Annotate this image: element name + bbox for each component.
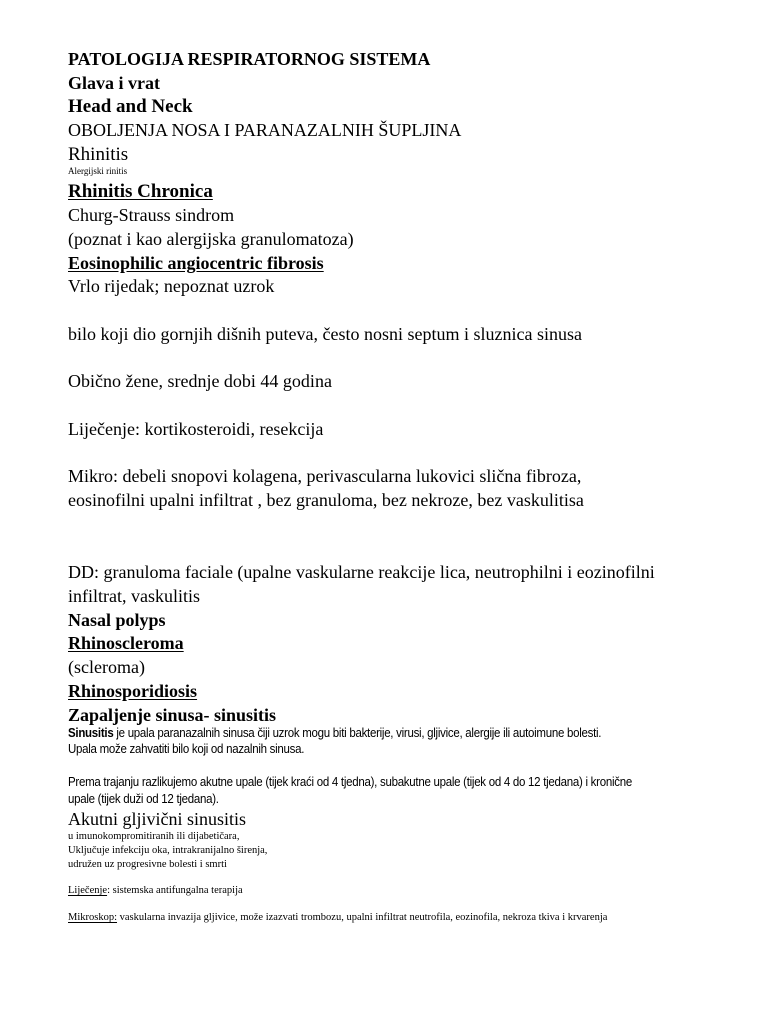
eaf-location-line: bilo koji dio gornjih dišnih puteva, često nosni septum i sluznica sinusa (68, 324, 582, 344)
section-nose-sinuses: OBOLJENJA NOSA I PARANAZALNIH ŠUPLJINA (68, 120, 462, 140)
microscope-text: vaskularna invazija gljivice, može izazvati trombozu, upalni infiltrat neutrofila, eozinofila, nekroza tkiva i krvarenja (117, 912, 608, 923)
duration-line-2: upale (tijek duži od 12 tjedana). (68, 792, 219, 806)
rhinosporidiosis-heading: Rhinosporidiosis (68, 681, 198, 701)
rhinitis-chronica-heading: Rhinitis Chronica (68, 181, 213, 202)
sinusitis-heading: Zapaljenje sinusa- sinusitis (68, 705, 277, 725)
churg-strauss-aka: (poznat i kao alergijska granulomatoza) (68, 229, 354, 249)
treatment-line (68, 886, 243, 897)
sinusitis-definition-line-1 (68, 727, 601, 740)
scleroma-line: (scleroma) (68, 657, 145, 677)
sinusitis-definition-text: je upala paranazalnih sinusa čiji uzrok mogu biti bakterije, virusi, gljivice, alergije ili autoimune bolesti. (113, 726, 602, 740)
sinusitis-term: Sinusitis (68, 726, 114, 740)
acute-fungal-line-2: Uključuje infekciju oka, intrakranijalno širenja, (68, 845, 268, 856)
dd-line-1: DD: granuloma faciale (upalne vaskularne reakcije lica, neutrophilni i eozinofilni (68, 562, 655, 582)
document-title: PATOLOGIJA RESPIRATORNOG SISTEMA (68, 49, 431, 69)
heading-head-and-neck: Head and Neck (68, 96, 193, 117)
treatment-label: Liječenje (68, 885, 108, 896)
allergic-rhinitis-note: Alergijski rinitis (68, 166, 128, 176)
acute-fungal-line-1: u imunokompromitiranih ili dijabetičara, (68, 831, 240, 842)
acute-fungal-sinusitis-heading: Akutni gljivični sinusitis (68, 809, 247, 829)
acute-fungal-line-3: udružen uz progresivne bolesti i smrti (68, 859, 227, 870)
eaf-demographic-line: Obično žene, srednje dobi 44 godina (68, 371, 332, 391)
rhinitis-heading: Rhinitis (68, 144, 129, 165)
microscope-line (68, 913, 607, 924)
eaf-micro-line-2: eosinofilni upalni infiltrat , bez granuloma, bez nekroze, bez vaskulitisa (68, 490, 584, 510)
eaf-rare-line: Vrlo rijedak; nepoznat uzrok (68, 276, 275, 296)
treatment-text: : sistemska antifungalna terapija (107, 885, 243, 896)
heading-glava-i-vrat: Glava i vrat (68, 73, 160, 93)
duration-line-1: Prema trajanju razlikujemo akutne upale (tijek kraći od 4 tjedna), subakutne upale (tijek od 4 do 12 tjedana) i kronične (68, 775, 632, 789)
eaf-treatment-line: Liječenje: kortikosteroidi, resekcija (68, 419, 324, 439)
rhinoscleroma-heading: Rhinoscleroma (68, 633, 184, 653)
churg-strauss-line: Churg-Strauss sindrom (68, 205, 235, 225)
sinusitis-definition-line-2: Upala može zahvatiti bilo koji od nazalnih sinusa. (68, 742, 305, 756)
eaf-micro-line-1: Mikro: debeli snopovi kolagena, perivascularna lukovici slična fibroza, (68, 466, 582, 486)
nasal-polyps-heading: Nasal polyps (68, 610, 166, 630)
microscope-label: Mikroskop: (68, 912, 118, 923)
dd-line-2: infiltrat, vaskulitis (68, 586, 200, 606)
eaf-heading: Eosinophilic angiocentric fibrosis (68, 253, 324, 273)
